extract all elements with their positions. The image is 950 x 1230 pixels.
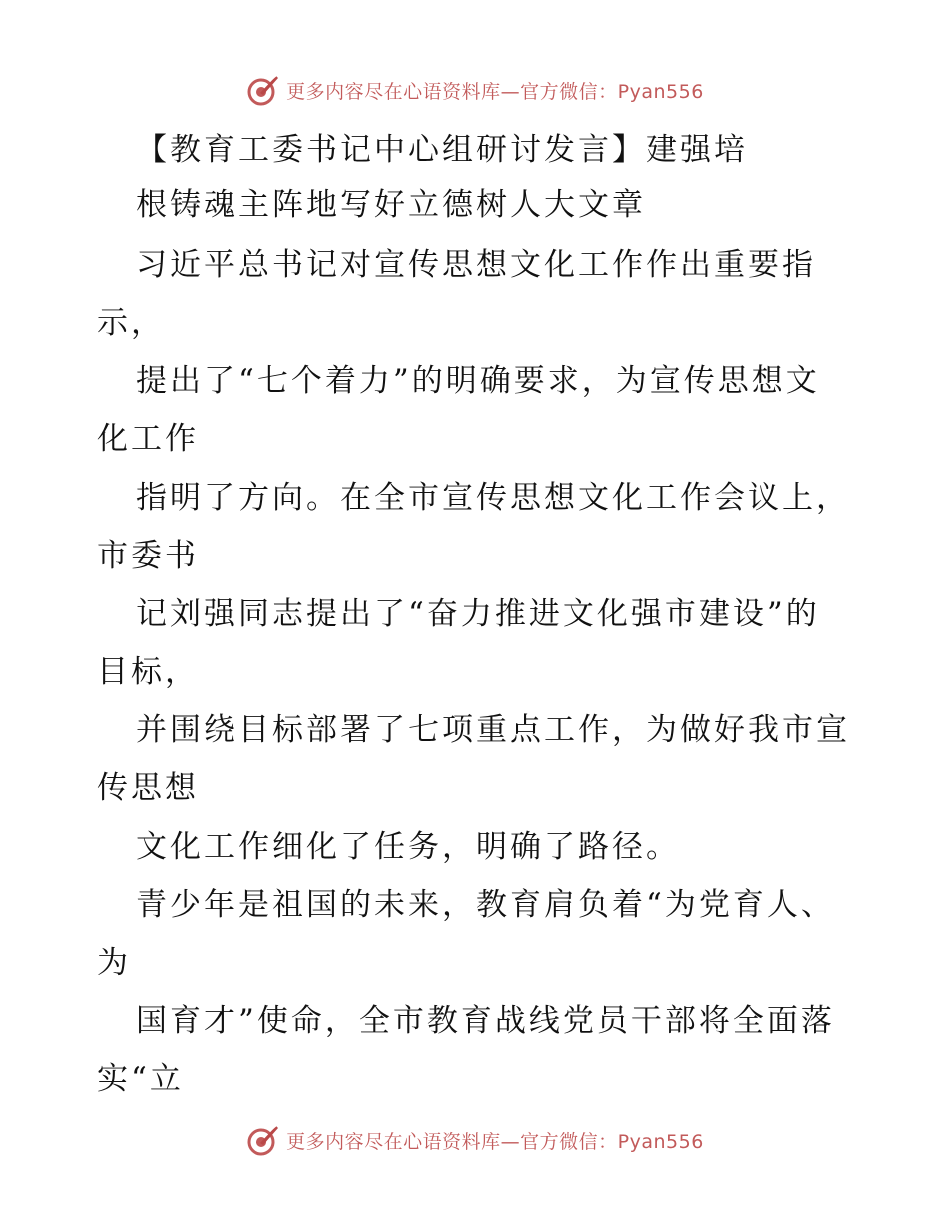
paragraph-line: 实“立 [97, 1061, 184, 1097]
paragraph-line: 为 [97, 945, 131, 981]
quill-logo-icon [246, 73, 280, 107]
paragraph-line: 记刘强同志提出了“奋力推进文化强市建设”的 [136, 596, 820, 632]
header-watermark [0, 70, 950, 110]
paragraph-line: 文化工作细化了任务，明确了路径。 [136, 829, 680, 865]
quill-logo-icon [246, 1123, 280, 1157]
paragraph-line: 国育才”使命，全市教育战线党员干部将全面落 [136, 1003, 835, 1039]
paragraph-line: 提出了“七个着力”的明确要求，为宣传思想文 [136, 363, 820, 399]
paragraph-line: 市委书 [97, 538, 199, 574]
watermark-text: 更多内容尽在心语资料库—官方微信：Pyan556 [286, 1130, 704, 1153]
paragraph-line: 传思想 [97, 770, 199, 806]
paragraph-line: 示， [97, 305, 165, 341]
document-title-line-2: 根铸魂主阵地写好立德树人大文章 [136, 187, 646, 223]
paragraph-line: 化工作 [97, 421, 199, 457]
paragraph-line: 并围绕目标部署了七项重点工作，为做好我市宣 [136, 712, 850, 748]
document-title-line-1: 【教育工委书记中心组研讨发言】建强培 [136, 132, 748, 168]
paragraph-line: 青少年是祖国的未来，教育肩负着“为党育人、 [136, 887, 835, 923]
watermark-text: 更多内容尽在心语资料库—官方微信：Pyan556 [286, 80, 704, 103]
paragraph-line: 指明了方向。在全市宣传思想文化工作会议上， [136, 480, 850, 516]
paragraph-line: 习近平总书记对宣传思想文化工作作出重要指 [136, 247, 816, 283]
paragraph-line: 目标， [97, 654, 199, 690]
footer-watermark [0, 1120, 950, 1160]
